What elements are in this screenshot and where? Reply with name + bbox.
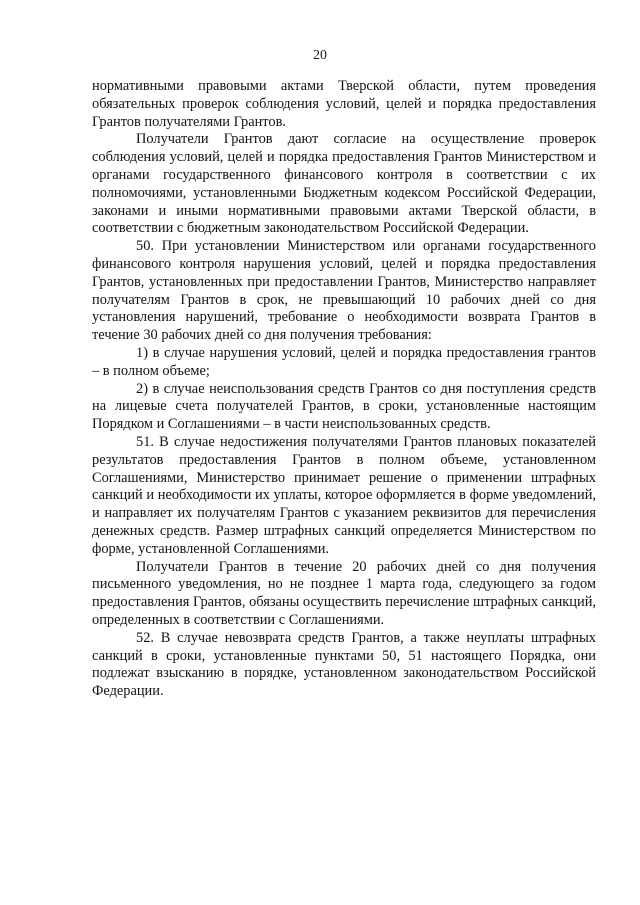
document-body: [92, 78, 596, 701]
paragraph-clause-52: 52. В случае невозврата средств Грантов, а также неуплаты штрафных санкций в сроки, установленные пунктами 50, 51 настоящего Порядка, они подлежат взысканию в порядке, установленном законодательством Российской Федерации.: [92, 629, 596, 700]
paragraph-continuation: нормативными правовыми актами Тверской области, путем проведения обязательных проверок соблюдения условий, целей и порядка предоставления Грантов получателями Грантов.: [92, 78, 596, 130]
paragraph-item-2: 2) в случае неиспользования средств Грантов со дня поступления средств на лицевые счета получателей Грантов, в сроки, установленные настоящим Порядком и Соглашениями – в части неиспользованных средств.: [92, 380, 596, 433]
paragraph-consent: Получатели Грантов дают согласие на осуществление проверок соблюдения условий, целей и порядка предоставления Грантов Министерством и органами государственного финансового контроля в соответствии с их полномочиями, установленными Бюджетным кодексом Российской Федерации, законами и иными нормативными правовыми актами Тверской области, в соответствии с бюджетным законодательством Российской Федерации.: [92, 131, 596, 237]
paragraph-clause-51: 51. В случае недостижения получателями Грантов плановых показателей результатов предоставления Грантов в полном объеме, установленном Соглашениями, Министерство принимает решение о применении штрафных санкций и необходимости их уплаты, которое оформляется в форме уведомлений, и направляет их получателям Грантов с указанием реквизитов для перечисления денежных средств. Размер штрафных санкций определяется Министерством по форме, установленной Соглашениями.: [92, 433, 596, 557]
paragraph-item-1: 1) в случае нарушения условий, целей и порядка предоставления грантов – в полном объеме;: [92, 344, 596, 379]
paragraph-clause-50: 50. При установлении Министерством или органами государственного финансового контроля нарушения условий, целей и порядка предоставления Грантов, установленных при предоставлении Грантов, Министерство направляет получателям Грантов в срок, не превышающий 10 рабочих дней со дня установления нарушений, требование о необходимости возврата Грантов в течение 30 рабочих дней со дня получения требования:: [92, 238, 596, 344]
paragraph-penalty-payment: Получатели Грантов в течение 20 рабочих дней со дня получения письменного уведомления, но не позднее 1 марта года, следующего за годом предоставления Грантов, обязаны осуществить перечисление штрафных санкций, определенных в соответствии с Соглашениями.: [92, 558, 596, 628]
page-number: 20: [313, 48, 327, 63]
